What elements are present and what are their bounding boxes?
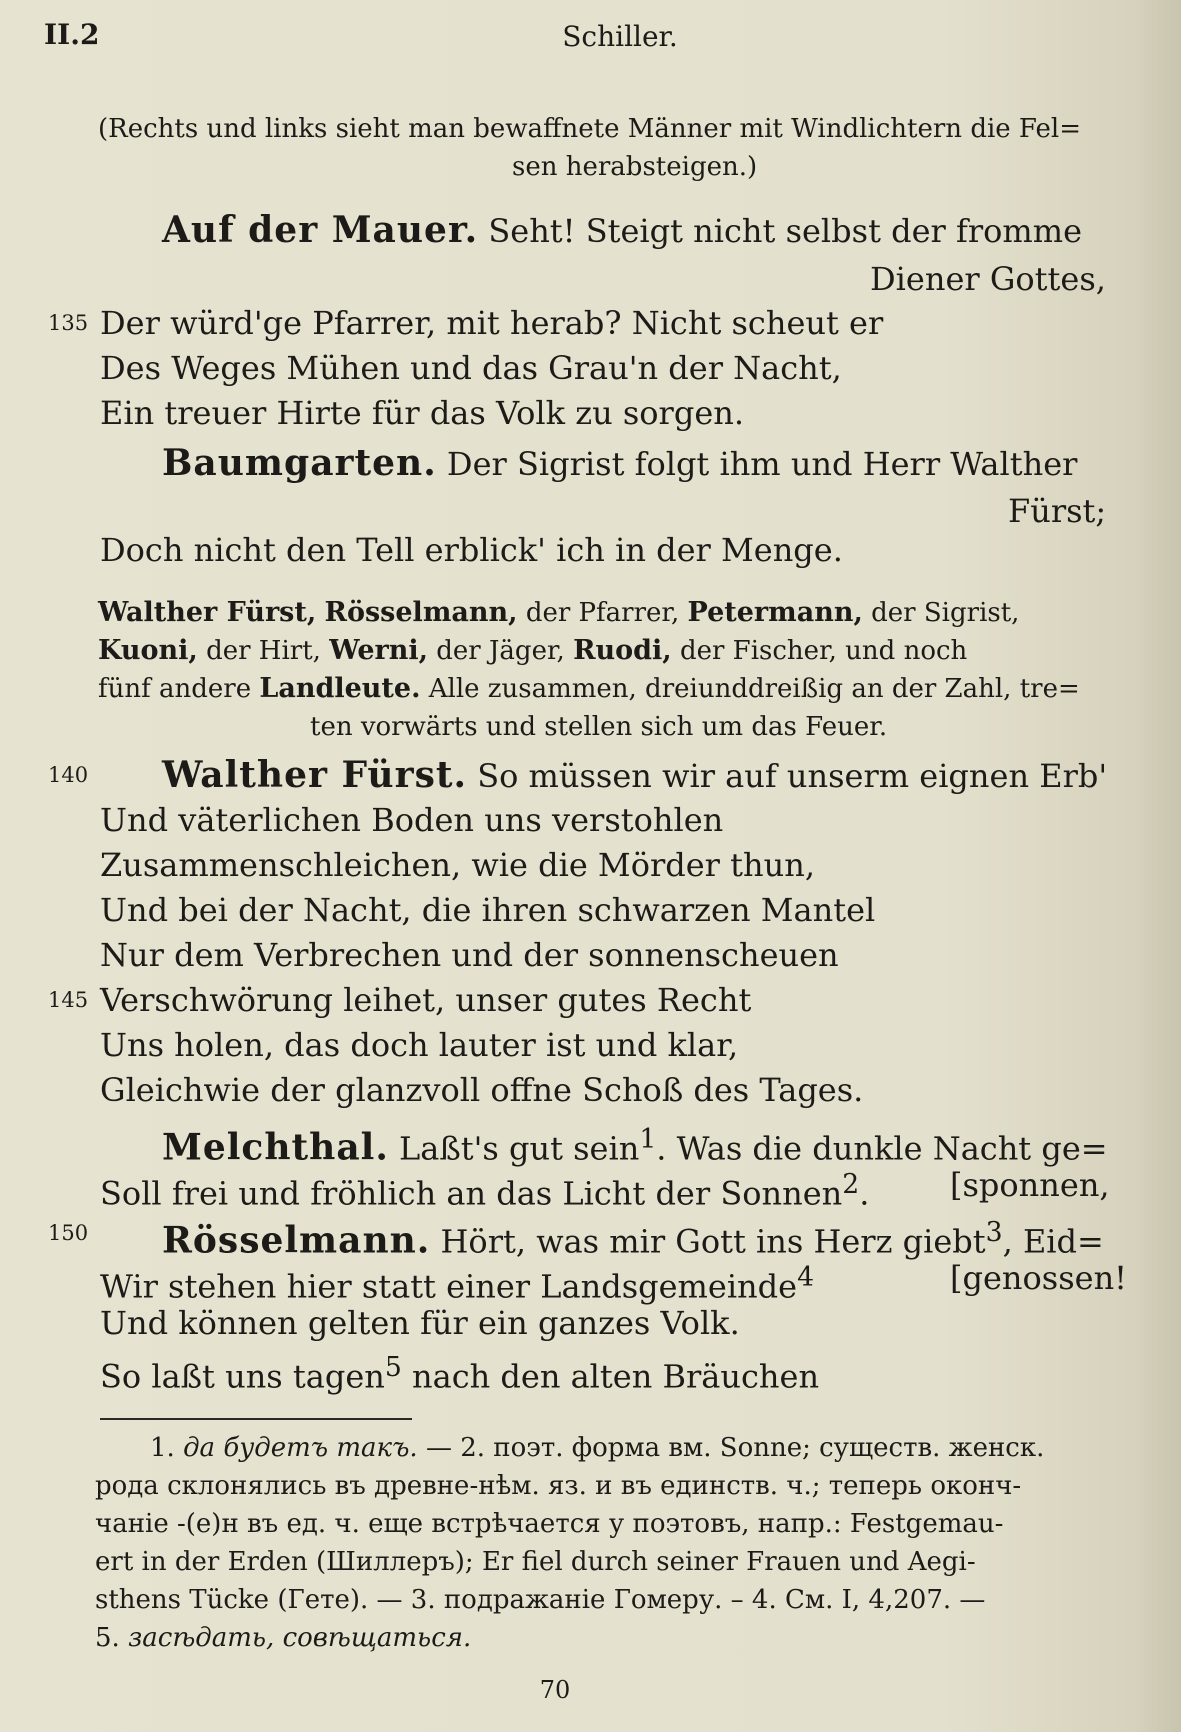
character-name: Petermann, [687,597,863,628]
verse-text: Hört, was mir Gott ins Herz giebt [440,1222,986,1261]
footnote-line [150,1430,1044,1466]
footnote-line: sthens Tücke (Гете). — 3. подражаніе Гомеру. – 4. См. I, 4,207. — [95,1585,986,1615]
character-name: Landleute. [259,673,421,704]
verse-line [162,755,1107,796]
verse-text: Soll frei und fröhlich an das Licht der Sonnen [100,1174,843,1213]
verse-line: Und können gelten für ein ganzes Volk. [100,1304,740,1342]
stage-direction-line: ten vorwärts und stellen sich um das Feuer. [310,712,888,742]
verse-line: Des Weges Mühen und das Grau'n der Nacht, [100,349,842,387]
verse-text: So müssen wir auf unserm eignen Erb' [477,757,1108,795]
verse-continuation: Diener Gottes, [870,260,1106,298]
stage-text: der Sigrist, [871,598,1020,628]
stage-text: Alle zusammen, dreiunddreißig an der Zahl, tre= [428,674,1080,704]
verse-text: Seht! Steigt nicht selbst der fromme [488,212,1083,250]
verse-line: Der würd'ge Pfarrer, mit herab? Nicht scheut er [100,304,884,342]
footnote-number: 1. [150,1433,175,1463]
speaker-name: Baumgarten. [162,442,437,484]
verse-line [100,1165,869,1214]
stage-text: der Hirt, [206,636,321,666]
verse-line: Und bei der Nacht, die ihren schwarzen Mantel [100,891,876,929]
verse-line: Gleichwie der glanzvoll offne Schoß des Tages. [100,1071,864,1109]
stage-direction-line [98,672,1080,706]
footnote-rule [100,1418,412,1420]
stage-text: der Jäger, [436,636,565,666]
running-head: Schiller. [562,20,678,53]
footnote-number: 5. [95,1623,120,1653]
line-number: 135 [48,311,89,335]
footnote-ref: 2 [842,1169,860,1200]
footnote-line: чаніе -(е)н въ ед. ч. еще встрѣчается у поэтовъ, напр.: Festgemau- [95,1509,1004,1539]
verse-text: . Was die dunkle Nacht ge= [656,1129,1108,1168]
verse-line [100,1258,814,1307]
verse-line: Verschwörung leihet, unser gutes Recht [100,981,752,1019]
line-number: 145 [48,988,89,1012]
speaker-name: Walther Fürst. [162,754,468,796]
character-name: Ruodi, [573,635,672,666]
speaker-name: Rösselmann. [162,1219,431,1262]
character-name: Walther Fürst, [98,597,317,628]
stage-text: der Fischer, und noch [679,636,968,666]
page-number: 70 [539,1676,571,1704]
speaker-name: Melchthal. [162,1126,389,1169]
footnote-line: рода склонялись въ древне-нѣм. яз. и въ единств. ч.; теперь оконч- [95,1471,1022,1501]
footnote-line: ert in der Erden (Шиллеръ); Er fiel durch seiner Frauen und Aegi- [95,1547,976,1577]
verse-line [162,443,1077,484]
footnote-text: — 2. поэт. форма вм. Sonne; существ. женск. [425,1433,1045,1463]
verse-line [162,1213,1104,1262]
verse-text: . [859,1174,870,1213]
verse-text: , Eid= [1002,1222,1104,1261]
verse-text: Wir stehen hier statt einer Landsgemeinde [100,1267,798,1306]
verse-line: Und väterlichen Boden uns verstohlen [100,801,724,839]
verse-text: nach den alten Bräuchen [401,1357,820,1396]
character-name: Rösselmann, [324,597,518,628]
stage-direction-line [98,634,967,668]
verse-line [162,210,1082,251]
verse-text: Laßt's gut sein [399,1129,640,1168]
verse-line: Zusammenschleichen, wie die Mörder thun, [100,846,815,884]
stage-text: fünf andere [98,674,252,704]
footnote-line [95,1620,471,1656]
character-name: Kuoni, [98,635,198,666]
verse-line: Doch nicht den Tell erblick' ich in der Menge. [100,531,843,569]
footnote-text: засѣдать, совѣщаться. [128,1623,472,1653]
footnote-ref: 5 [384,1352,402,1383]
line-number: 140 [48,763,89,787]
footnote-ref: 1 [639,1124,657,1155]
footnote-ref: 4 [797,1262,815,1293]
verse-line [162,1120,1108,1169]
verse-overflow: [sponnen, [950,1166,1110,1204]
stage-direction-line [98,596,1019,630]
verse-continuation: Fürst; [1008,492,1107,530]
stage-direction-line: (Rechts und links sieht man bewaffnete Männer mit Windlichtern die Fel= [98,114,1082,144]
character-name: Werni, [329,635,429,666]
footnote-text: да будетъ такъ. [183,1433,418,1463]
stage-direction-line: sen herabsteigen.) [512,152,758,182]
verse-overflow: [genossen! [950,1259,1128,1297]
line-number: 150 [48,1221,89,1245]
stage-text: der Pfarrer, [525,598,680,628]
verse-text: Der Sigrist folgt ihm und Herr Walther [446,445,1078,483]
section-number: II.2 [44,18,100,51]
speaker-name: Auf der Mauer. [162,209,479,251]
verse-line [100,1348,819,1397]
verse-line: Nur dem Verbrechen und der sonnenscheuen [100,936,839,974]
footnote-ref: 3 [985,1217,1003,1248]
verse-line: Uns holen, das doch lauter ist und klar, [100,1026,739,1064]
verse-line: Ein treuer Hirte für das Volk zu sorgen. [100,394,745,432]
verse-text: So laßt uns tagen [100,1357,385,1396]
